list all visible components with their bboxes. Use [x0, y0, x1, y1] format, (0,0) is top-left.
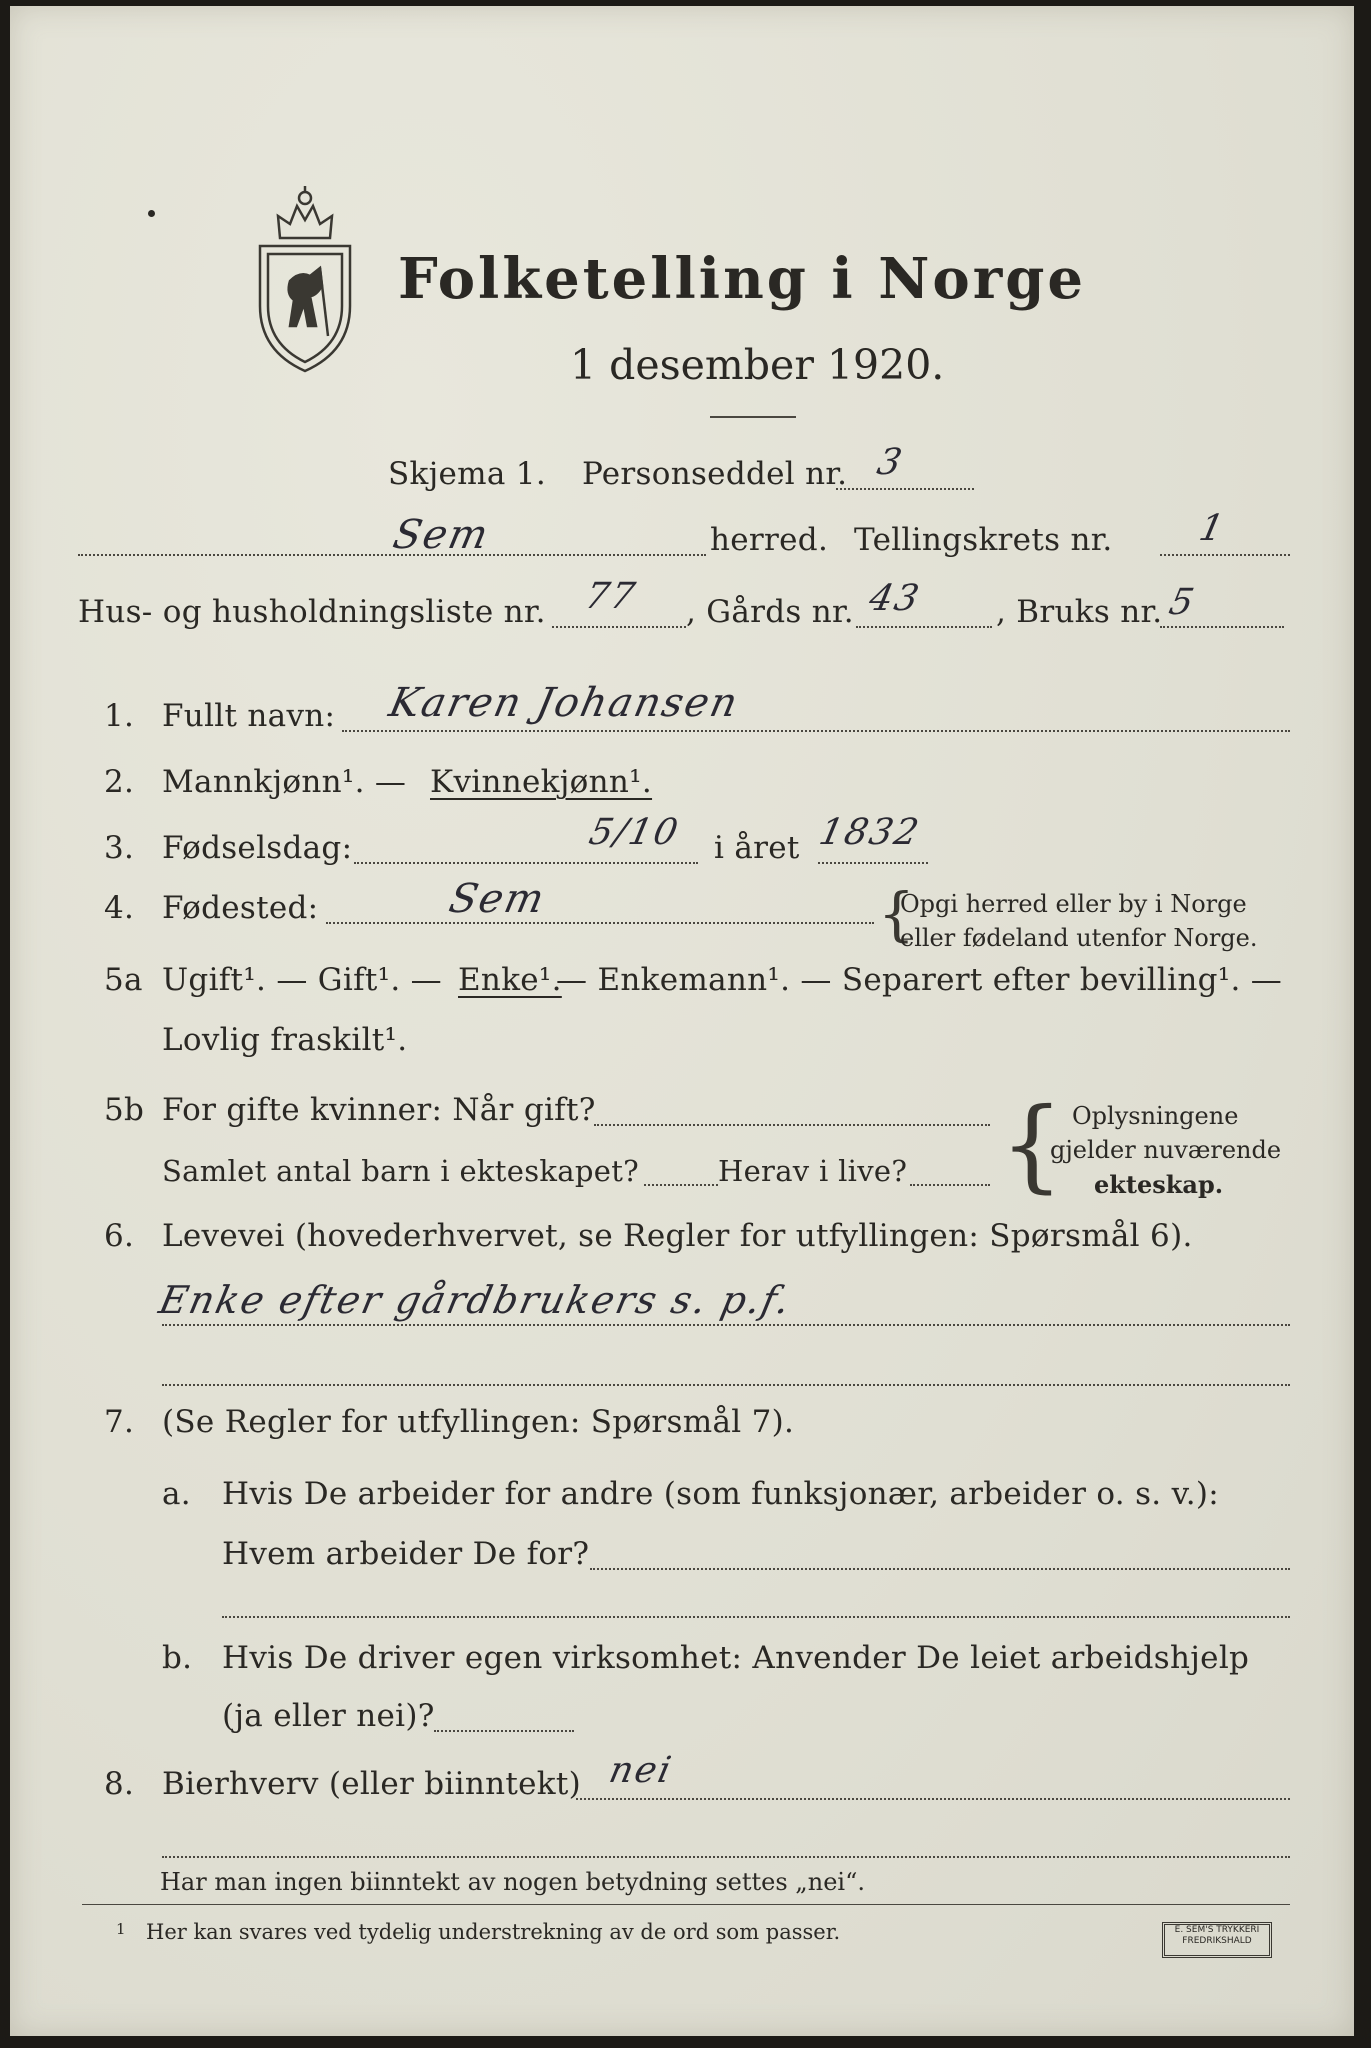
printer-stamp: E. SEM'S TRYKKERI FREDRIKSHALD [1162, 1922, 1272, 1958]
q7-label: (Se Regler for utfyllingen: Spørsmål 7). [162, 1404, 795, 1440]
q1-label: Fullt navn: [162, 698, 336, 734]
census-form: Folketelling i Norge 1 desember 1920. Skjema 1. Personseddel nr. 3 Sem herred. Tellingskrets nr. 1 Hus- og husholdningsliste nr. 77 , Gårds nr. 43 , Bruks nr. 5 1. Fullt navn: Karen Johansen 2. Mannkjønn¹. — Kvinnekjønn¹. 3. Fødselsdag: 5/10 i året 1832 4. Fødested: Sem { Opgi herred eller by i Norge eller fødeland utenfor Norge. 5a Ugift¹. — Gift¹. — Enke¹. — Enkemann¹. — Separert efter bevilling¹. — Lovlig fraskilt¹. 5b For gifte kvinner: Når gift? Samlet antal barn i ekteskapet? Herav i live? { Oplysningene gjelder nuværende ekteskap. 6. Levevei (hovederhvervet, se Regler for utfyllingen: Spørsmål 6). Enke efter gårdbrukers s. p.f. 7. (Se Regler for utfyllingen: Spørsmål 7). a. Hvis De arbeider for andre (som funksjonær, arbeider o. s. v.): Hvem arbeider De for? b. Hvis De driver egen virksomhet: Anvender De leiet arbeidshjelp (ja eller nei)? 8. Bierhverv (eller biinntekt) nei Har man ingen biinntekt av nogen betydning settes „nei“. 1 Her kan svares ved tydelig understrekning av de ord som passer. E. SEM'S TRYKKERI FREDRIKSHALD [10, 6, 1354, 2036]
q7a-label-2: Hvem arbeider De for? [222, 1536, 590, 1572]
q8-number: 8. [104, 1766, 135, 1802]
hus-value: 77 [581, 576, 641, 617]
ink-dot [148, 210, 155, 217]
year-label: i året [714, 830, 800, 866]
marital-widow-option: Enke¹. [458, 962, 562, 998]
coat-of-arms-icon [250, 176, 360, 376]
tellingskrets-label: Tellingskrets nr. [854, 522, 1113, 558]
q7b-label-2: (ja eller nei)? [222, 1698, 435, 1734]
title-divider [710, 416, 796, 418]
birthday-value: 5/10 [585, 812, 684, 853]
gards-value: 43 [865, 578, 925, 619]
skjema-label: Skjema 1. [388, 456, 546, 492]
children-total-label: Samlet antal barn i ekteskapet? [162, 1154, 639, 1188]
married-when-label: For gifte kvinner: Når gift? [162, 1092, 596, 1128]
q5a-number: 5a [104, 962, 143, 998]
form-title: Folketelling i Norge [398, 246, 1087, 312]
sex-female-option: Kvinnekjønn¹. [430, 764, 653, 800]
q7b-label-1: Hvis De driver egen virksomhet: Anvender De leiet arbeidshjelp [222, 1640, 1250, 1676]
marriage-note-2: gjelder nuværende [1050, 1136, 1282, 1164]
q3-number: 3. [104, 830, 135, 866]
side-income-value: nei [605, 1750, 677, 1791]
personseddel-label: Personseddel nr. [582, 456, 848, 492]
sex-male-option: Mannkjønn¹. — [162, 764, 407, 800]
children-alive-label: Herav i live? [718, 1154, 908, 1188]
birth-year-value: 1832 [815, 812, 924, 853]
marriage-note-1: Oplysningene [1072, 1102, 1239, 1130]
q6-label: Levevei (hovederhvervet, se Regler for utfyllingen: Spørsmål 6). [162, 1218, 1193, 1254]
footer-note: Har man ingen biinntekt av nogen betydning settes „nei“. [160, 1868, 865, 1896]
q2-number: 2. [104, 764, 135, 800]
birthplace-note-1: Opgi herred eller by i Norge [900, 890, 1247, 918]
footnote-number: 1 [116, 1920, 126, 1938]
occupation-value: Enke efter gårdbrukers s. p.f. [155, 1278, 796, 1322]
birthplace-note-2: eller fødeland utenfor Norge. [900, 924, 1258, 952]
q7-number: 7. [104, 1404, 135, 1440]
gards-label: , Gårds nr. [686, 594, 854, 630]
q4-label: Fødested: [162, 890, 319, 926]
herred-value: Sem [389, 512, 494, 558]
footer-divider [82, 1904, 1290, 1905]
footnote-text: Her kan svares ved tydelig understrekning av de ord som passer. [146, 1920, 841, 1944]
q1-number: 1. [104, 698, 135, 734]
personseddel-value: 3 [873, 442, 908, 483]
form-date: 1 desember 1920. [570, 341, 945, 389]
birthplace-value: Sem [445, 876, 550, 922]
bruks-value: 5 [1165, 582, 1200, 623]
marital-options-2: — Enkemann¹. — Separert efter bevilling¹. — [556, 962, 1283, 998]
brace: { [878, 880, 915, 948]
full-name-value: Karen Johansen [385, 680, 744, 726]
herred-label: herred. [710, 522, 829, 558]
tellingskrets-value: 1 [1195, 508, 1230, 549]
marital-options-1: Ugift¹. — Gift¹. — [162, 962, 442, 998]
q5b-number: 5b [104, 1092, 145, 1128]
q7a-label-1: Hvis De arbeider for andre (som funksjonær, arbeider o. s. v.): [222, 1476, 1220, 1512]
q7b-number: b. [162, 1640, 193, 1676]
marriage-note-3: ekteskap. [1094, 1170, 1224, 1199]
q3-label: Fødselsdag: [162, 830, 353, 866]
q7a-number: a. [162, 1476, 191, 1512]
q6-number: 6. [104, 1218, 135, 1254]
marital-options-3: Lovlig fraskilt¹. [162, 1022, 408, 1058]
bruks-label: , Bruks nr. [996, 594, 1163, 630]
q8-label: Bierhverv (eller biinntekt) [162, 1766, 582, 1802]
q4-number: 4. [104, 890, 135, 926]
hus-label: Hus- og husholdningsliste nr. [78, 594, 546, 630]
